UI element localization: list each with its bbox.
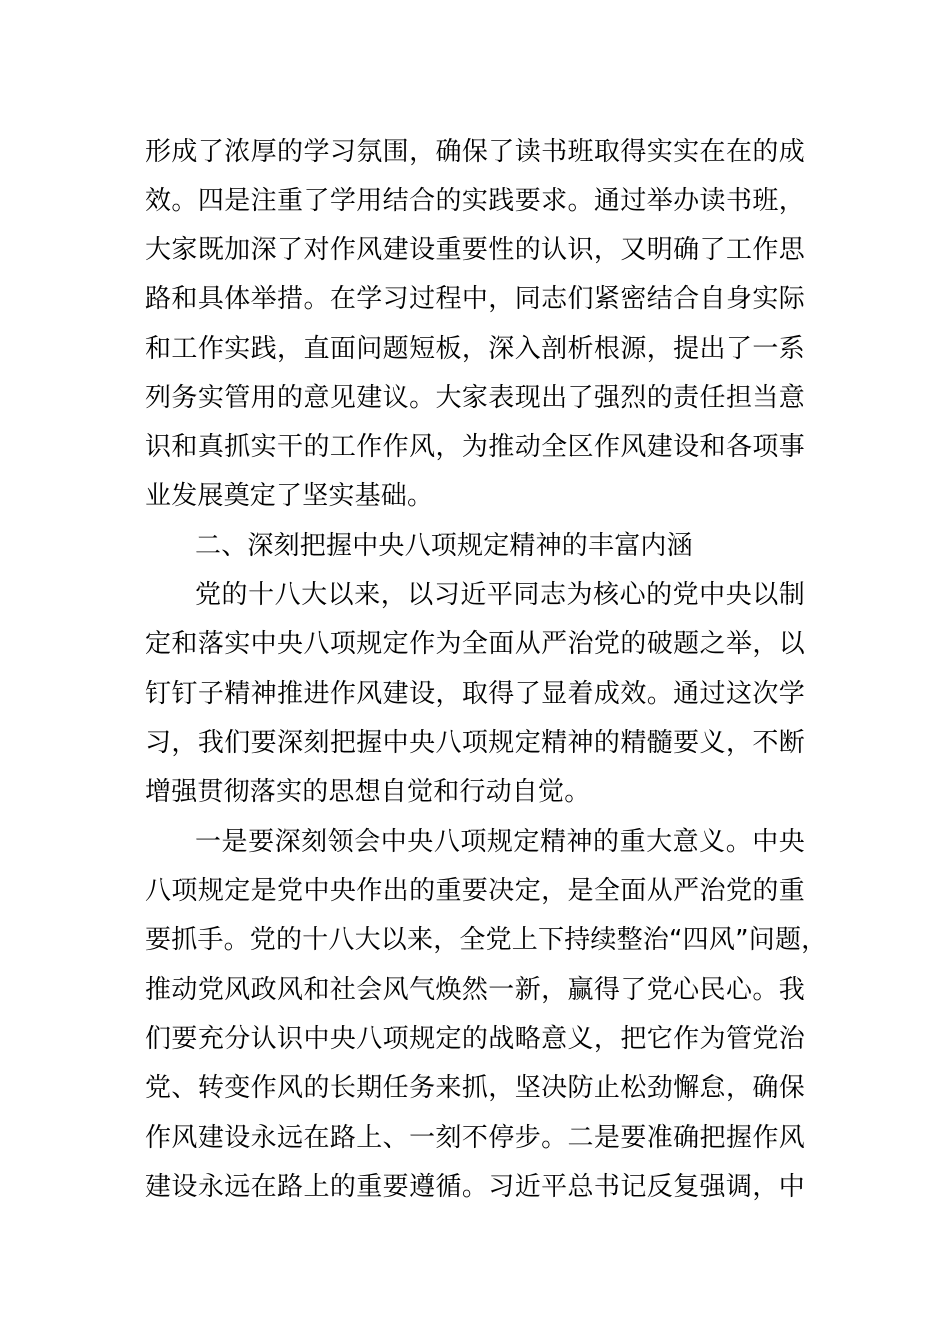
text-line: 们要充分认识中央八项规定的战略意义，把它作为管党治 — [145, 1024, 805, 1054]
text-line: 钉钉子精神推进作风建设，取得了显着成效。通过这次学 — [145, 679, 805, 709]
text-line: 作风建设永远在路上、一刻不停步。二是要准确把握作风 — [145, 1123, 805, 1153]
text-line: 八项规定是党中央作出的重要决定，是全面从严治党的重 — [145, 876, 805, 906]
text-line: 党、转变作风的长期任务来抓，坚决防止松劲懈怠，确保 — [145, 1073, 805, 1103]
text-line: 推动党风政风和社会风气焕然一新，赢得了党心民心。我 — [145, 975, 805, 1005]
text-line: 业发展奠定了坚实基础。 — [145, 481, 434, 511]
text-line: 一是要深刻领会中央八项规定精神的重大意义。中央 — [195, 827, 805, 857]
text-line: 识和真抓实干的工作作风，为推动全区作风建设和各项事 — [145, 432, 805, 462]
text-line: 要抓手。党的十八大以来，全党上下持续整治“四风”问题， — [145, 925, 828, 955]
text-line: 定和落实中央八项规定作为全面从严治党的破题之举，以 — [145, 629, 805, 659]
text-line: 和工作实践，直面问题短板，深入剖析根源，提出了一系 — [145, 334, 805, 364]
text-line: 习，我们要深刻把握中央八项规定精神的精髓要义，不断 — [145, 728, 805, 758]
text-line: 党的十八大以来，以习近平同志为核心的党中央以制 — [195, 580, 805, 610]
text-line: 建设永远在路上的重要遵循。习近平总书记反复强调，中 — [145, 1172, 805, 1202]
text-line: 效。四是注重了学用结合的实践要求。通过举办读书班， — [145, 186, 805, 216]
text-line: 形成了浓厚的学习氛围，确保了读书班取得实实在在的成 — [145, 137, 805, 167]
text-line: 大家既加深了对作风建设重要性的认识，又明确了工作思 — [145, 235, 805, 265]
text-line: 路和具体举措。在学习过程中，同志们紧密结合自身实际 — [145, 284, 805, 314]
section-heading: 二、深刻把握中央八项规定精神的丰富内涵 — [195, 531, 693, 561]
text-line: 列务实管用的意见建议。大家表现出了强烈的责任担当意 — [145, 383, 805, 413]
text-line: 增强贯彻落实的思想自觉和行动自觉。 — [145, 777, 591, 807]
